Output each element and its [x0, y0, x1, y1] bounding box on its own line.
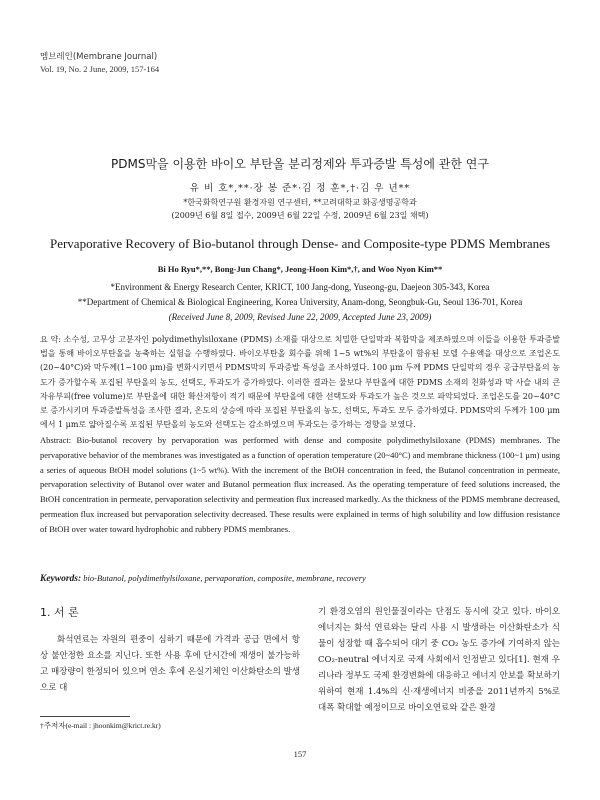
footnote-rule [40, 716, 130, 717]
journal-name: 멤브레인(Membrane Journal) [40, 52, 158, 62]
dates-korean: (2009년 6월 8일 접수, 2009년 6월 22일 수정, 2009년 6월 23일 채택) [171, 211, 429, 220]
body-right-column: 기 환경오염의 원인물질이라는 단점도 동시에 갖고 있다. 바이오에너지는 화석 연료와는 달리 사용 시 발생하는 이산화탄소가 식물이 성장할 때 흡수되어 대기 중 CO₂ 농도 증가에 기여하지 않는 CO₂-neutral 에너지로 국제 사회에서 인정받고 있다[1]. 현재 우리나라 정부도 국제 환경변화에 대응하고 에너지 안보를 확보하기 위하여 현재 1.4%의 신·재생에너지 비중을 2011년까지 5%로 대폭 확대할 예정이므로 바이오연료와 같은 환경 [318, 607, 560, 713]
affiliation-korean: *한국화학연구원 환경자원 연구센터, **고려대학교 화공생명공학과 [183, 198, 417, 207]
abstract-korean: 요 약: 소수성, 고무상 고분자인 polydimethylsiloxane (PDMS) 소재를 대상으로 치밀한 단일막과 복합막을 제조하였으며 이들을 이용한 투과증발법을 통해 바이오부탄올을 농축하는 실험을 수행하였다. 바이오부탄올 회수를 위해 1~5 wt%의 부탄올이 함유된 모델 수용액을 대상으로 조업온도(20~40°C)와 막두께(1~100 μm)를 변화시키면서 PDMS막의 투과증발 특성을 조사하였다. 100 μm 두께 PDMS 단일막의 경우 공급부탄올의 농도가 증가할수록 포집된 부탄올의 농도, 선택도, 투과도가 증가하였다. 이러한 결과는 물보다 부탄올에 대한 PDMS 소재의 친화성과 막 사슬 내의 큰 자유부피(free volume)로 부탄올에 대한 확산저항이 적기 때문에 부탄올에 대한 선택도와 투과도가 높은 것으로 파악되었다. 조업온도를 20~40°C로 증가시키며 투과증발특성을 조사한 결과, 온도의 상승에 따라 포집된 부탄올의 농도, 선택도, 투과도 모두 증가하였다. PDMS막의 두께가 100 μm에서 1 μm로 얇아질수록 포집된 부탄올의 농도와 선택도는 감소하였으며 투과도는 증가하는 경향을 보였다. [40, 335, 560, 430]
footnote: †주저자(e-mail : jhoonkim@krict.re.kr) [40, 721, 161, 730]
affiliation-english-2: **Department of Chemical & Biological Engineering, Korea University, Anam-dong, Seongbuk-Gu, Seoul 136-701, Korea [77, 297, 523, 307]
abstract-english: Abstract: Bio-butanol recovery by pervaporation was performed with dense and composite polydimethylsiloxane (PDMS) membranes. The pervaporative behavior of the membranes was investigated as a function of operation temperature (20~40°C) and membrane thickness (100~1 μm) using a series of aqueous BtOH model solutions (1~5 wt%). With the increment of the BtOH concentration in feed, the Butanol concentration in permeate, pervaporation selectivity of Butanol over water and Butanol permeation flux increased. As the operating temperature of feed solutions increased, the BtOH concentration in permeate, pervaporation selectivity and permeation flux increased markedly. As the thickness of the PDMS membrane decreased, permeation flux increased but pervaporation selectivity decreased. These results were explained in terms of high solubility and low diffusion resistance of BtOH over water toward hydrophobic and rubbery PDMS membranes. [40, 435, 560, 534]
title-korean: PDMS막을 이용한 바이오 부탄올 분리정제와 투과증발 특성에 관한 연구 [111, 157, 489, 171]
authors-english: Bi Ho Ryu*,**, Bong-Jun Chang*, Jeong-Hoon Kim*,†, and Woo Nyon Kim** [157, 264, 443, 274]
affiliation-english-1: *Environment & Energy Research Center, KRICT, 100 Jang-dong, Yuseong-gu, Daejeon 305-343, Korea [110, 282, 490, 292]
journal-volume: Vol. 19, No. 2 June, 2009, 157-164 [40, 64, 160, 74]
body-left-column: 화석연료는 자원의 편중이 심하기 때문에 가격과 공급 면에서 항상 불안정한 요소를 지닌다. 또한 사용 후에 단시간에 재생이 불가능하고 매장량이 한정되어 있으며 연소 후에 온실기체인 이산화탄소의 발생으로 대 [40, 635, 300, 693]
keywords-label: Keywords: [40, 574, 82, 584]
authors-korean: 유 비 호*,**·장 봉 준*·김 정 훈*,†·김 우 년** [189, 183, 411, 194]
section-heading: 1. 서 론 [40, 606, 79, 619]
keywords-list: bio-Butanol, polydimethylsiloxane, pervaporation, composite, membrane, recovery [83, 573, 366, 583]
keywords [40, 573, 560, 584]
page-number: 157 [293, 749, 307, 759]
dates-english: (Received June 8, 2009, Revised June 22, 2009, Accepted June 23, 2009) [168, 312, 432, 322]
title-english: Pervaporative Recovery of Bio-butanol through Dense- and Composite-type PDMS Membranes [49, 236, 551, 251]
